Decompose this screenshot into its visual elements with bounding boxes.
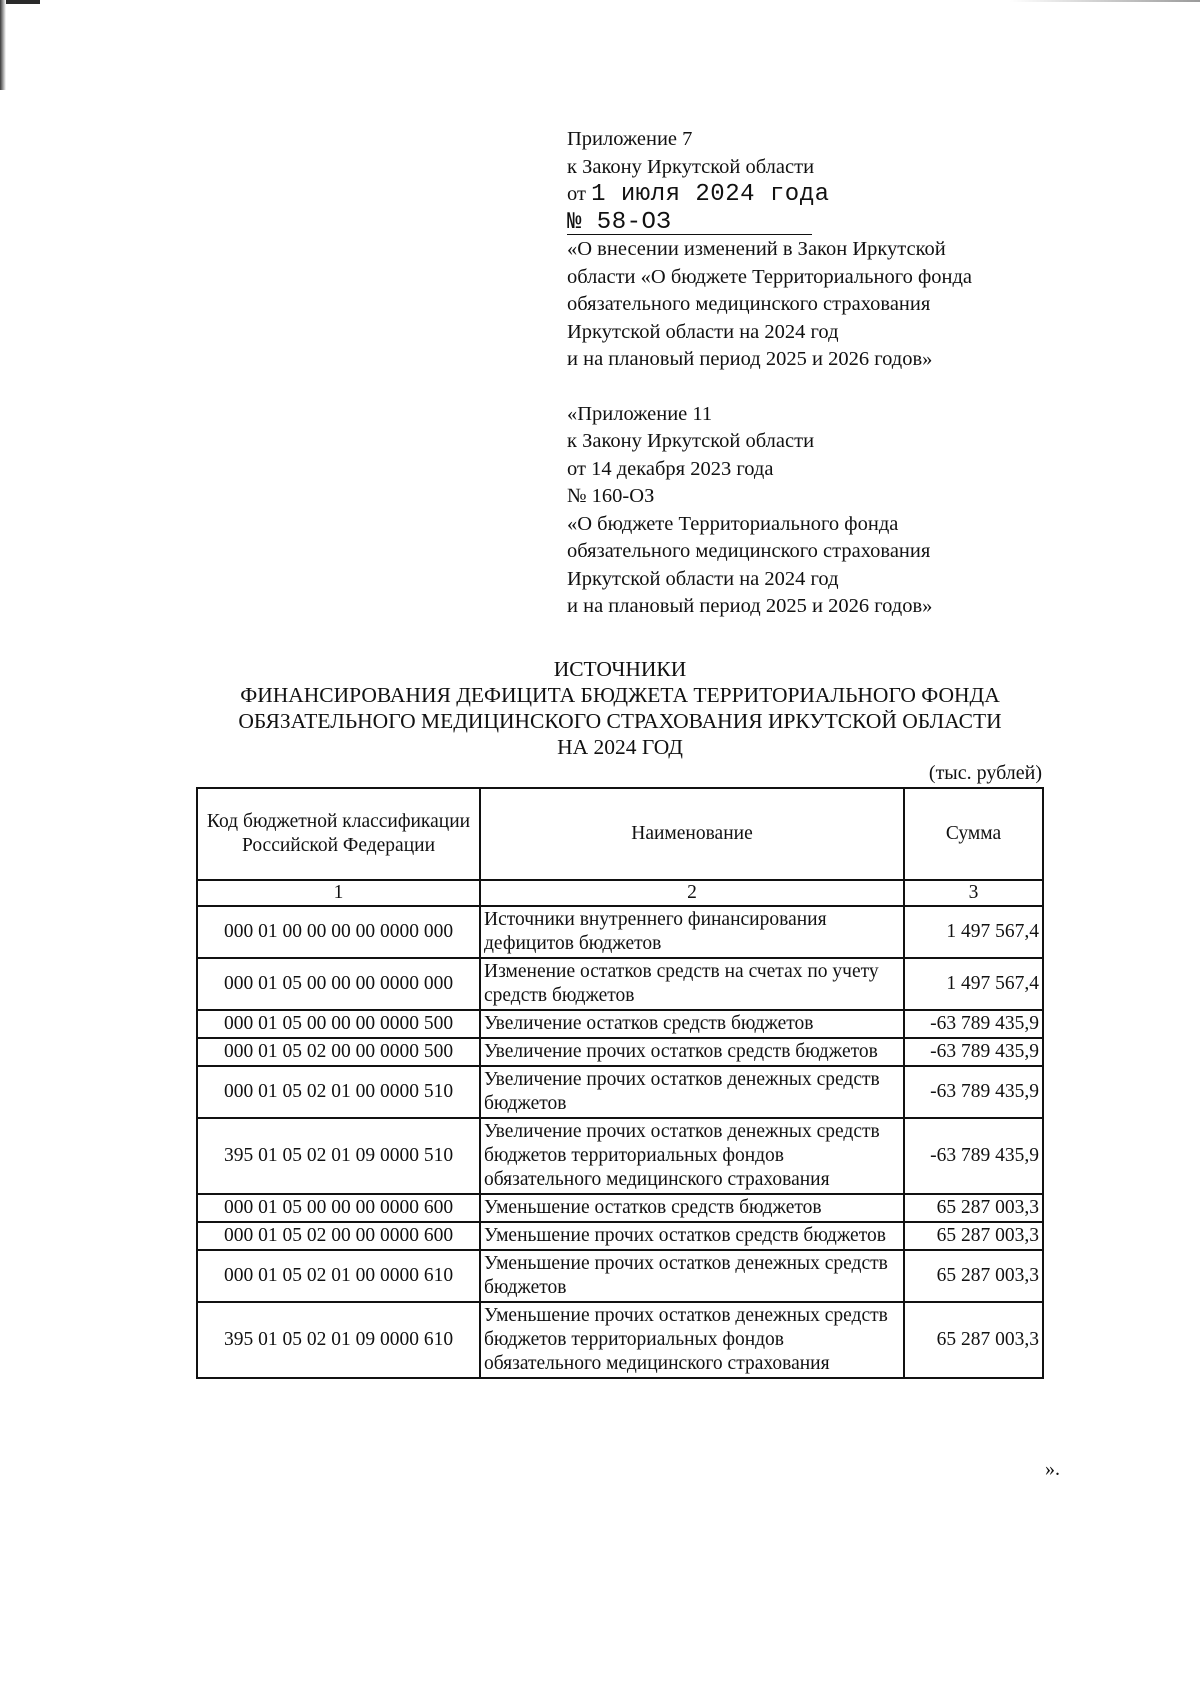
row-code: 000 01 05 00 00 00 0000 600 — [197, 1194, 480, 1222]
table-row — [197, 1194, 1043, 1222]
row-code: 000 01 05 00 00 00 0000 000 — [197, 958, 480, 1010]
column-number: 3 — [904, 880, 1043, 906]
row-name: Уменьшение прочих остатков денежных средств бюджетов — [480, 1250, 904, 1302]
title-line: ИСТОЧНИКИ — [553, 657, 687, 681]
row-name: Изменение остатков средств на счетах по учету средств бюджетов — [480, 958, 904, 1010]
law-title-line: обязательного медицинского страхования — [567, 293, 931, 315]
row-sum: 65 287 003,3 — [904, 1302, 1043, 1378]
spacer — [567, 374, 1007, 401]
appendix-number: № 58-ОЗ — [567, 208, 672, 236]
original-appendix-line: обязательного медицинского страхования — [567, 540, 931, 562]
row-sum: -63 789 435,9 — [904, 1118, 1043, 1194]
table-row — [197, 1118, 1043, 1194]
law-title-line: области «О бюджете Территориального фонда — [567, 265, 972, 288]
scan-edge-top — [0, 0, 40, 4]
row-name: Увеличение прочих остатков средств бюджетов — [480, 1038, 904, 1066]
table-header-row — [197, 788, 1043, 880]
table-row — [197, 1222, 1043, 1250]
row-name: Увеличение прочих остатков денежных средств бюджетов — [480, 1066, 904, 1118]
original-appendix-line: к Закону Иркутской области — [567, 430, 815, 452]
original-appendix-line: «О бюджете Территориального фонда — [567, 512, 899, 535]
appendix-date: 1 июля 2024 года — [591, 181, 830, 208]
number-underline — [567, 234, 812, 235]
header-code: Код бюджетной классификации Российской Федерации — [197, 788, 480, 880]
row-name: Уменьшение остатков средств бюджетов — [480, 1194, 904, 1222]
appendix-date-line — [567, 181, 1007, 209]
row-sum: 65 287 003,3 — [904, 1222, 1043, 1250]
table-row — [197, 1250, 1043, 1302]
title-line: ФИНАНСИРОВАНИЯ ДЕФИЦИТА БЮДЖЕТА ТЕРРИТОРИАЛЬНОГО ФОНДА — [240, 683, 1000, 707]
row-code: 000 01 00 00 00 00 0000 000 — [197, 906, 480, 958]
row-name: Источники внутреннего финансирования дефицитов бюджетов — [480, 906, 904, 958]
row-code: 000 01 05 02 01 00 0000 610 — [197, 1250, 480, 1302]
table-row — [197, 958, 1043, 1010]
law-title-line: «О внесении изменений в Закон Иркутской — [567, 238, 946, 260]
law-title-line: Иркутской области на 2024 год — [567, 320, 839, 343]
column-number-row — [197, 880, 1043, 906]
header-sum: Сумма — [904, 788, 1043, 880]
row-sum: 65 287 003,3 — [904, 1194, 1043, 1222]
table-row — [197, 1038, 1043, 1066]
scan-edge-right — [1010, 0, 1200, 2]
row-sum: 65 287 003,3 — [904, 1250, 1043, 1302]
title-line: ОБЯЗАТЕЛЬНОГО МЕДИЦИНСКОГО СТРАХОВАНИЯ ИРКУТСКОЙ ОБЛАСТИ — [238, 709, 1002, 733]
original-appendix-line: и на плановый период 2025 и 2026 годов» — [567, 595, 933, 617]
row-name: Уменьшение прочих остатков средств бюджетов — [480, 1222, 904, 1250]
table-row — [197, 1066, 1043, 1118]
row-sum: -63 789 435,9 — [904, 1010, 1043, 1038]
row-code: 000 01 05 02 00 00 0000 500 — [197, 1038, 480, 1066]
appendix-header — [567, 126, 1007, 621]
original-appendix-line: «Приложение 11 — [567, 402, 713, 425]
row-sum: -63 789 435,9 — [904, 1038, 1043, 1066]
units-label: (тыс. рублей) — [928, 762, 1042, 784]
sources-table — [196, 787, 1044, 1379]
closing-quote-mark: ». — [1045, 1458, 1060, 1480]
original-appendix-line: Иркутской области на 2024 год — [567, 567, 839, 590]
table-row — [197, 1302, 1043, 1378]
row-name: Увеличение остатков средств бюджетов — [480, 1010, 904, 1038]
row-sum: 1 497 567,4 — [904, 958, 1043, 1010]
row-sum: -63 789 435,9 — [904, 1066, 1043, 1118]
row-sum: 1 497 567,4 — [904, 906, 1043, 958]
date-prefix: от — [567, 183, 586, 205]
column-number: 1 — [197, 880, 480, 906]
appendix-line: к Закону Иркутской области — [567, 155, 815, 178]
table-row — [197, 1010, 1043, 1038]
title-line: НА 2024 ГОД — [557, 735, 683, 759]
row-code: 000 01 05 02 01 00 0000 510 — [197, 1066, 480, 1118]
row-name: Увеличение прочих остатков денежных средств бюджетов территориальных фондов обязательного медицинского страхования — [480, 1118, 904, 1194]
appendix-number-line — [567, 209, 812, 237]
law-title-line: и на плановый период 2025 и 2026 годов» — [567, 348, 933, 370]
row-code: 000 01 05 02 00 00 0000 600 — [197, 1222, 480, 1250]
header-name: Наименование — [480, 788, 904, 880]
column-number: 2 — [480, 880, 904, 906]
row-code: 395 01 05 02 01 09 0000 510 — [197, 1118, 480, 1194]
original-appendix-line: от 14 декабря 2023 года — [567, 457, 774, 480]
original-appendix-line: № 160-ОЗ — [567, 485, 655, 507]
appendix-line: Приложение 7 — [567, 128, 693, 150]
row-code: 395 01 05 02 01 09 0000 610 — [197, 1302, 480, 1378]
table-row — [197, 906, 1043, 958]
scan-edge-left — [0, 0, 6, 90]
row-name: Уменьшение прочих остатков денежных средств бюджетов территориальных фондов обязательного медицинского страхования — [480, 1302, 904, 1378]
document-title — [180, 656, 1060, 760]
row-code: 000 01 05 00 00 00 0000 500 — [197, 1010, 480, 1038]
